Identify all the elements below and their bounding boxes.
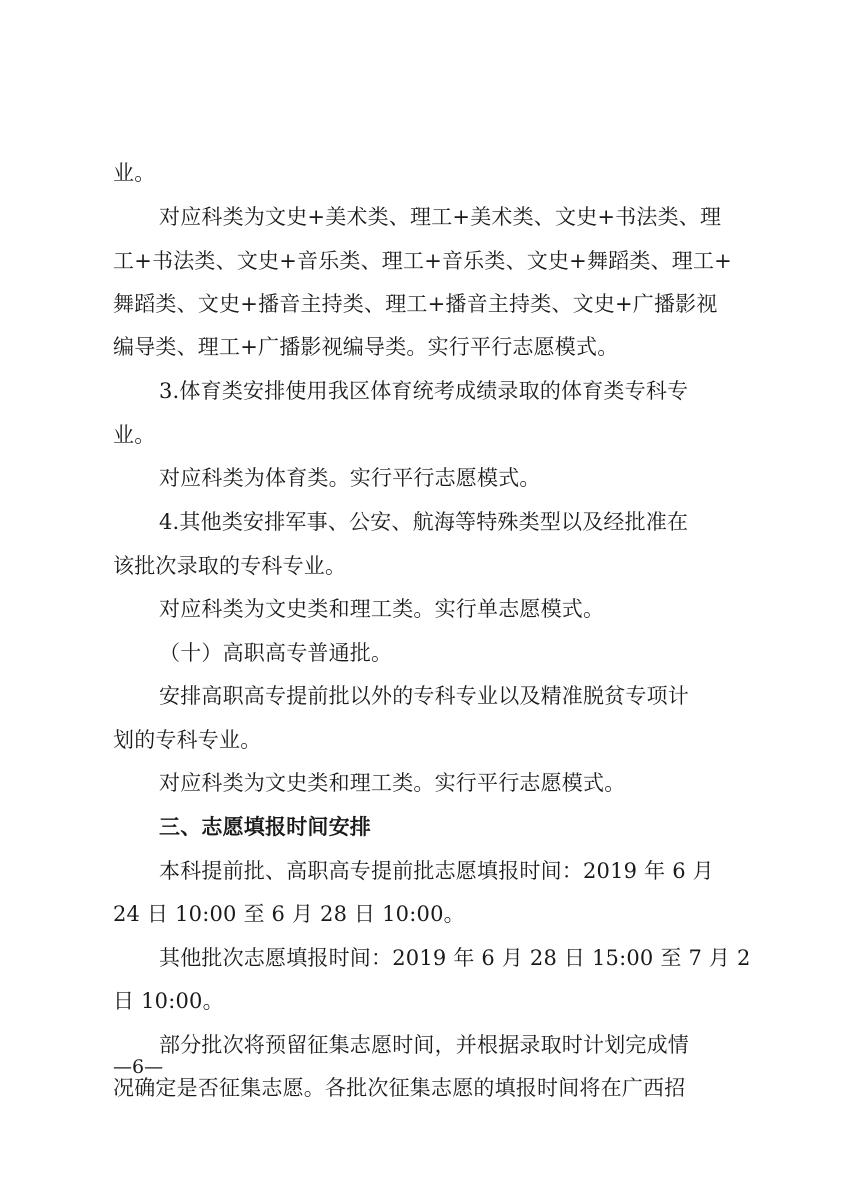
- text-line: 其他批次志愿填报时间：2019 年 6 月 28 日 15:00 至 7 月 2: [159, 946, 751, 970]
- text-line: 对应科类为文史类和理工类。实行单志愿模式。: [159, 597, 605, 621]
- text-line: 3.体育类安排使用我区体育统考成绩录取的体育类专科专: [159, 379, 689, 403]
- text-line: 安排高职高专提前批以外的专科专业以及精准脱贫专项计: [159, 684, 689, 708]
- section-subheading: （十）高职高专普通批。: [159, 641, 393, 665]
- text-line: 业。: [113, 423, 156, 447]
- text-line: 编导类、理工+广播影视编导类。实行平行志愿模式。: [113, 335, 619, 359]
- text-line: 划的专科专业。: [113, 728, 262, 752]
- text-line: 业。: [113, 161, 156, 185]
- text-line: 对应科类为文史+美术类、理工+美术类、文史+书法类、理: [159, 205, 722, 229]
- text-line: 该批次录取的专科专业。: [113, 554, 347, 578]
- text-line: 部分批次将预留征集志愿时间，并根据录取时计划完成情: [159, 1033, 689, 1057]
- text-line: 对应科类为体育类。实行平行志愿模式。: [159, 466, 541, 490]
- text-line: 工+书法类、文史+音乐类、理工+音乐类、文史+舞蹈类、理工+: [113, 249, 732, 273]
- text-line: 况确定是否征集志愿。各批次征集志愿的填报时间将在广西招: [113, 1076, 686, 1100]
- text-line: 舞蹈类、文史+播音主持类、理工+播音主持类、文史+广播影视: [113, 292, 718, 316]
- text-line: 对应科类为文史类和理工类。实行平行志愿模式。: [159, 771, 626, 795]
- text-line: 日 10:00。: [113, 989, 224, 1013]
- text-line: 4.其他类安排军事、公安、航海等特殊类型以及经批准在: [159, 510, 689, 534]
- section-heading: 三、志愿填报时间安排: [159, 815, 371, 839]
- page-number: —6—: [113, 1056, 164, 1078]
- text-line: 24 日 10:00 至 6 月 28 日 10:00。: [113, 902, 465, 926]
- text-line: 本科提前批、高职高专提前批志愿填报时间：2019 年 6 月: [159, 859, 714, 883]
